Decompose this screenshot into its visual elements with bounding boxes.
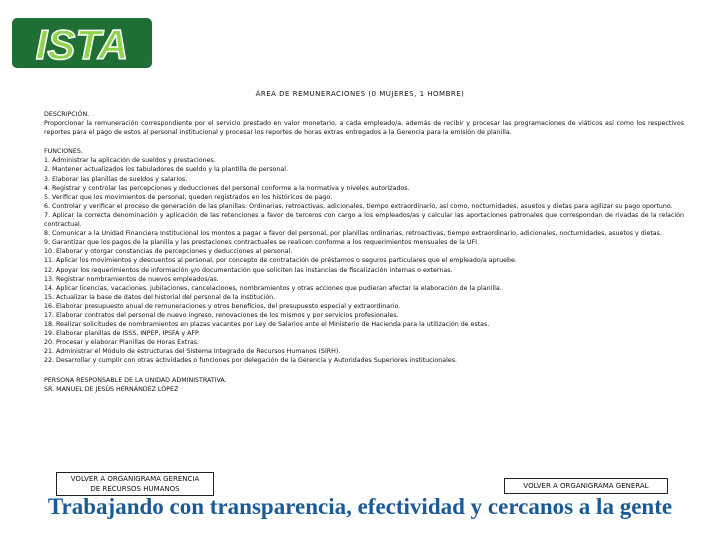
ista-logo-text: ISTA: [35, 21, 129, 68]
function-item: 16. Elaborar presupuesto anual de remuneraciones y otros beneficios, del presupuesto especial y extraordinario.: [44, 302, 401, 310]
description-text: Proporcionar la remuneración correspondiente por el servicio prestado en valor monetario, a cada empleado/a, además de recibir y procesar las programaciones de viáticos así como los respectivos reportes para el pago de estos al personal institucional y procesar los reportes de horas extras entregados a la Gerencia para la emisión de planilla.: [44, 120, 684, 137]
function-item: 6. Controlar y verificar el proceso de generación de las planillas: Ordinarias, retroactivas, adicionales, tiempo extraordinario, así como, nocturnidades, asuetos y dietas para agilizar su pago oportuno.: [44, 202, 673, 210]
ista-logo-svg: [12, 18, 152, 68]
function-item: 1. Administrar la aplicación de sueldos y prestaciones.: [44, 157, 216, 165]
button-label-line2: DE RECURSOS HUMANOS: [90, 485, 180, 493]
responsible-name: SR. MANUEL DE JESÚS HERNÁNDEZ LÓPEZ: [44, 385, 179, 393]
function-item: 13. Registrar nombramientos de nuevos empleados/as.: [44, 275, 219, 283]
ista-logo: [12, 18, 152, 68]
functions-list: [44, 156, 684, 365]
function-item: 9. Garantizar que los pagos de la planilla y las prestaciones contractuales se realicen conforme a los requerimientos mensuales de la UFI.: [44, 239, 480, 247]
area-title: ÁREA DE REMUNERACIONES (0 MUJERES, 1 HOMBRE): [255, 90, 465, 98]
function-item: 17. Elaborar contratos del personal de nuevo ingreso, renovaciones de los mismos y por servicios profesionales.: [44, 311, 399, 319]
function-item: 8. Comunicar a la Unidad Financiera Institucional los montos a pagar a favor del personal, por planillas ordinarias, retroactivas, tiempo extraordinario, adicionales, nocturnidades, asuetos y dietas.: [44, 230, 662, 238]
functions-heading: FUNCIONES.: [44, 148, 83, 156]
function-item: 4. Registrar y controlar las percepciones y deducciones del personal conforme a la normativa y niveles autorizados.: [44, 184, 410, 192]
description-heading: DESCRIPCIÓN.: [44, 111, 90, 118]
tagline: Trabajando con transparencia, efectividad y cercanos a la gente: [47, 494, 673, 519]
back-to-hr-org-chart-button[interactable]: [56, 472, 214, 496]
function-item: 18. Realizar solicitudes de nombramientos en plazas vacantes por Ley de Salarios ante el Ministerio de Hacienda para la utilización de estas.: [44, 321, 490, 329]
function-item: 3. Elaborar las planillas de sueldos y salarios.: [44, 175, 188, 183]
function-item: 20. Procesar y elaborar Planillas de Horas Extras.: [44, 339, 200, 347]
function-item: 15. Actualizar la base de datos del historial del personal de la institución.: [44, 293, 276, 301]
function-item: 5. Verificar que los movimientos de personal, queden registrados en los históricos de pago.: [44, 193, 333, 201]
function-item: 10. Elaborar y otorgar constancias de percepciones y deducciones al personal.: [44, 248, 293, 256]
function-item: 12. Apoyar los requerimientos de información y/o documentación que soliciten las instancias de fiscalización internas o externas.: [44, 266, 453, 274]
button-label: VOLVER A ORGANIGRAMA GENERAL: [523, 482, 649, 490]
back-to-general-org-chart-button[interactable]: [504, 478, 668, 494]
function-item: 11. Aplicar los movimientos y descuentos al personal, por concepto de contratación de préstamos o seguros particulares que el empleado/a apruebe.: [44, 257, 517, 265]
function-item: 21. Administrar el Módulo de estructuras del Sistema Integrado de Recursos Humanos (SIRH).: [44, 348, 341, 356]
content: [44, 110, 684, 394]
function-item: 2. Mantener actualizados los tabuladores de sueldo y la plantilla de personal.: [44, 166, 288, 174]
function-item: 19. Elaborar planillas de ISSS, INPEP, IPSFA y AFP.: [44, 330, 200, 338]
function-item: 22. Desarrollar y cumplir con otras actividades o funciones por delegación de la Gerencia y Autoridades Superiores institucionales.: [44, 357, 457, 365]
button-label-line1: VOLVER A ORGANIGRAMA GERENCIA: [70, 475, 200, 483]
responsible-heading: PERSONA RESPONSABLE DE LA UNIDAD ADMINISTRATIVA.: [44, 376, 227, 384]
function-item: 14. Aplicar licencias, vacaciones, jubilaciones, cancelaciones, nombramientos y otras acciones que pudieran afectar la elaboración de la planilla.: [44, 284, 502, 292]
function-item: 7. Aplicar la correcta denominación y aplicación de las retenciones a favor de terceros con cargo a los empleados/as y calcular las aportaciones patronales que correspondan de rivadas de la relación contractual.: [44, 211, 684, 229]
